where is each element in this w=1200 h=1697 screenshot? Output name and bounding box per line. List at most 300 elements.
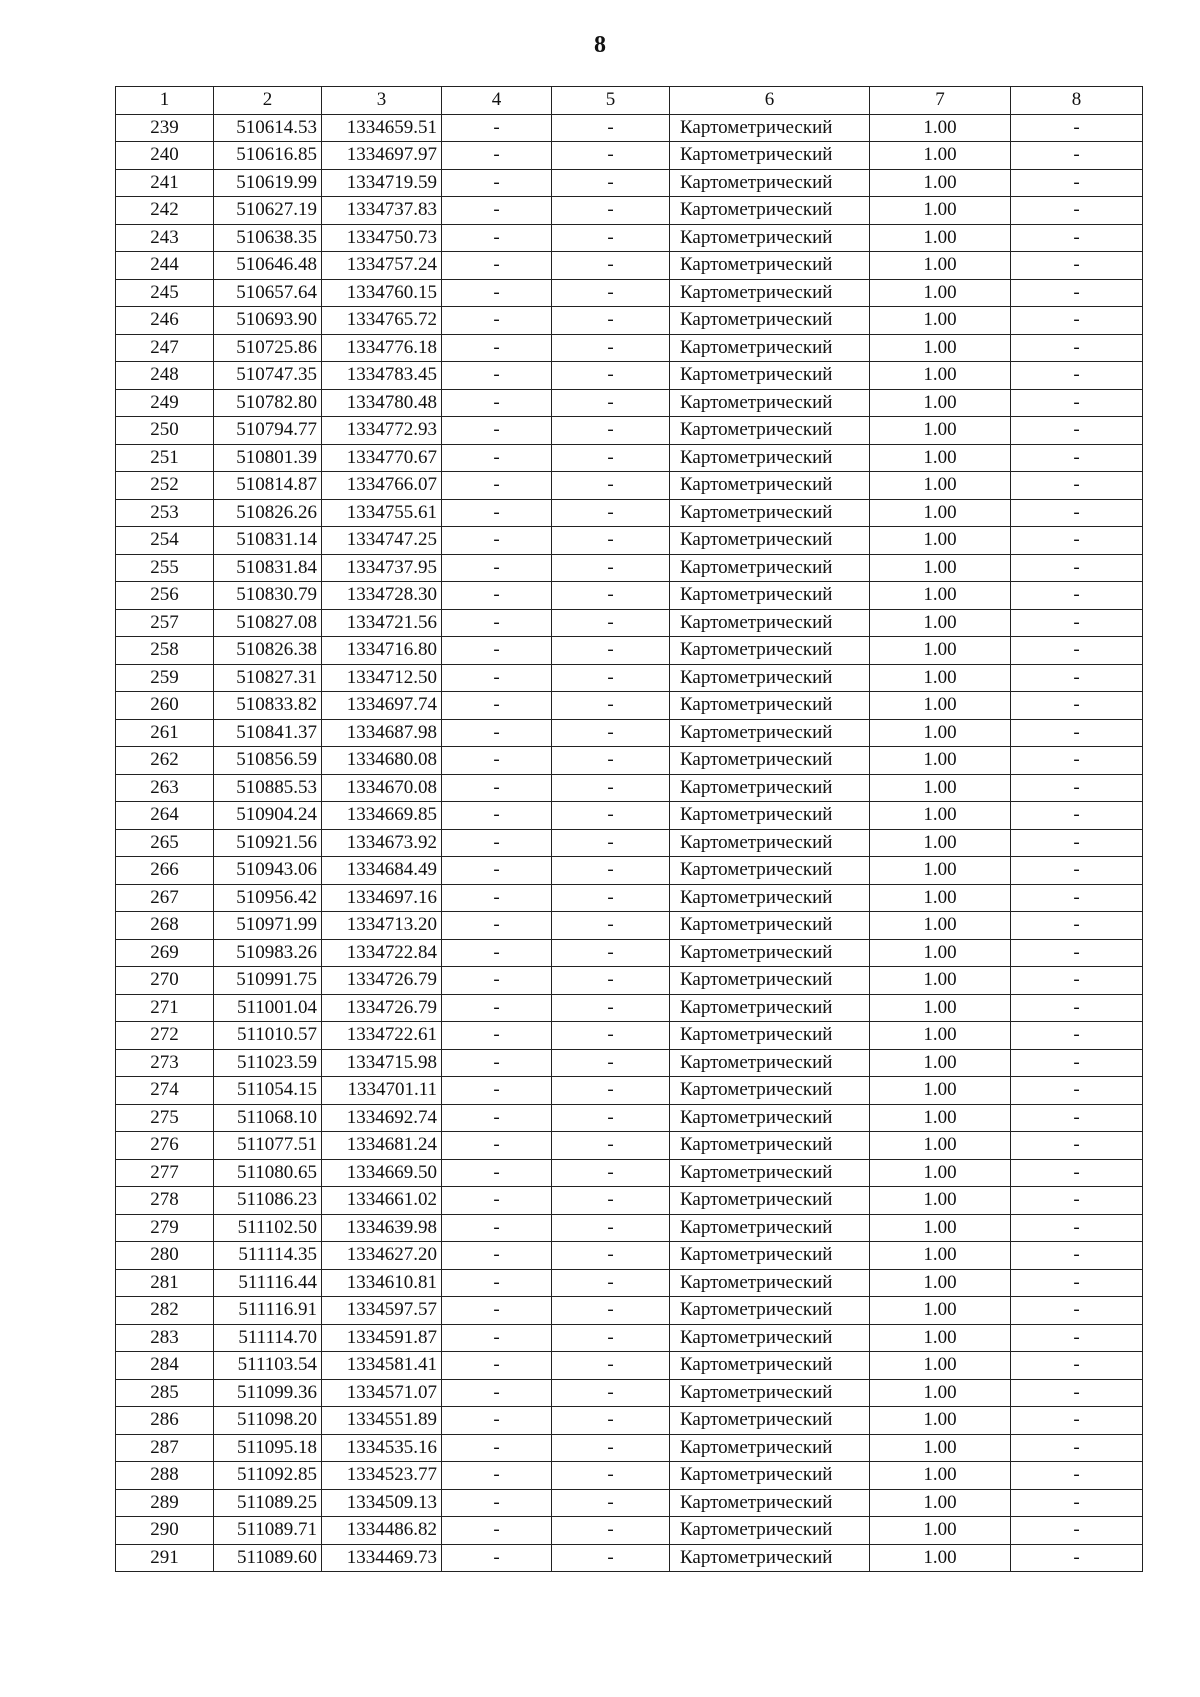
method-cell: Картометрический xyxy=(670,994,870,1022)
table-row xyxy=(116,224,1143,252)
col5-cell: - xyxy=(552,527,670,555)
col5-cell: - xyxy=(552,1462,670,1490)
y-coordinate-cell: 1334737.83 xyxy=(322,197,442,225)
y-coordinate-cell: 1334692.74 xyxy=(322,1104,442,1132)
col5-cell: - xyxy=(552,279,670,307)
col8-cell: - xyxy=(1011,1379,1143,1407)
precision-cell: 1.00 xyxy=(870,1049,1011,1077)
method-cell: Картометрический xyxy=(670,169,870,197)
x-coordinate-cell: 510646.48 xyxy=(214,252,322,280)
col4-cell: - xyxy=(442,252,552,280)
table-row xyxy=(116,334,1143,362)
y-coordinate-cell: 1334770.67 xyxy=(322,444,442,472)
x-coordinate-cell: 511114.35 xyxy=(214,1242,322,1270)
y-coordinate-cell: 1334750.73 xyxy=(322,224,442,252)
col4-cell: - xyxy=(442,719,552,747)
method-cell: Картометрический xyxy=(670,417,870,445)
y-coordinate-cell: 1334661.02 xyxy=(322,1187,442,1215)
y-coordinate-cell: 1334591.87 xyxy=(322,1324,442,1352)
x-coordinate-cell: 510885.53 xyxy=(214,774,322,802)
column-header: 6 xyxy=(670,87,870,115)
x-coordinate-cell: 511054.15 xyxy=(214,1077,322,1105)
y-coordinate-cell: 1334780.48 xyxy=(322,389,442,417)
x-coordinate-cell: 511089.25 xyxy=(214,1489,322,1517)
point-number-cell: 248 xyxy=(116,362,214,390)
method-cell: Картометрический xyxy=(670,1214,870,1242)
col8-cell: - xyxy=(1011,719,1143,747)
method-cell: Картометрический xyxy=(670,499,870,527)
precision-cell: 1.00 xyxy=(870,967,1011,995)
point-number-cell: 283 xyxy=(116,1324,214,1352)
x-coordinate-cell: 510794.77 xyxy=(214,417,322,445)
col5-cell: - xyxy=(552,664,670,692)
point-number-cell: 272 xyxy=(116,1022,214,1050)
table-row xyxy=(116,1187,1143,1215)
col5-cell: - xyxy=(552,802,670,830)
precision-cell: 1.00 xyxy=(870,1324,1011,1352)
precision-cell: 1.00 xyxy=(870,197,1011,225)
table-row xyxy=(116,719,1143,747)
table-row xyxy=(116,362,1143,390)
x-coordinate-cell: 510725.86 xyxy=(214,334,322,362)
y-coordinate-cell: 1334610.81 xyxy=(322,1269,442,1297)
table-row xyxy=(116,1269,1143,1297)
method-cell: Картометрический xyxy=(670,637,870,665)
precision-cell: 1.00 xyxy=(870,114,1011,142)
table-row xyxy=(116,857,1143,885)
y-coordinate-cell: 1334716.80 xyxy=(322,637,442,665)
x-coordinate-cell: 511114.70 xyxy=(214,1324,322,1352)
y-coordinate-cell: 1334713.20 xyxy=(322,912,442,940)
precision-cell: 1.00 xyxy=(870,1214,1011,1242)
col8-cell: - xyxy=(1011,1462,1143,1490)
point-number-cell: 288 xyxy=(116,1462,214,1490)
col4-cell: - xyxy=(442,114,552,142)
col8-cell: - xyxy=(1011,884,1143,912)
col8-cell: - xyxy=(1011,472,1143,500)
precision-cell: 1.00 xyxy=(870,169,1011,197)
col4-cell: - xyxy=(442,444,552,472)
col8-cell: - xyxy=(1011,747,1143,775)
method-cell: Картометрический xyxy=(670,389,870,417)
col5-cell: - xyxy=(552,1077,670,1105)
y-coordinate-cell: 1334719.59 xyxy=(322,169,442,197)
table-row xyxy=(116,417,1143,445)
x-coordinate-cell: 511099.36 xyxy=(214,1379,322,1407)
col8-cell: - xyxy=(1011,1159,1143,1187)
x-coordinate-cell: 511068.10 xyxy=(214,1104,322,1132)
precision-cell: 1.00 xyxy=(870,637,1011,665)
col8-cell: - xyxy=(1011,912,1143,940)
method-cell: Картометрический xyxy=(670,609,870,637)
method-cell: Картометрический xyxy=(670,362,870,390)
y-coordinate-cell: 1334523.77 xyxy=(322,1462,442,1490)
precision-cell: 1.00 xyxy=(870,692,1011,720)
y-coordinate-cell: 1334535.16 xyxy=(322,1434,442,1462)
col5-cell: - xyxy=(552,1407,670,1435)
col5-cell: - xyxy=(552,1434,670,1462)
precision-cell: 1.00 xyxy=(870,527,1011,555)
col4-cell: - xyxy=(442,829,552,857)
precision-cell: 1.00 xyxy=(870,1434,1011,1462)
col4-cell: - xyxy=(442,802,552,830)
y-coordinate-cell: 1334486.82 xyxy=(322,1517,442,1545)
point-number-cell: 282 xyxy=(116,1297,214,1325)
precision-cell: 1.00 xyxy=(870,884,1011,912)
col8-cell: - xyxy=(1011,582,1143,610)
point-number-cell: 251 xyxy=(116,444,214,472)
point-number-cell: 250 xyxy=(116,417,214,445)
precision-cell: 1.00 xyxy=(870,1269,1011,1297)
y-coordinate-cell: 1334659.51 xyxy=(322,114,442,142)
precision-cell: 1.00 xyxy=(870,1352,1011,1380)
y-coordinate-cell: 1334681.24 xyxy=(322,1132,442,1160)
column-header: 8 xyxy=(1011,87,1143,115)
col8-cell: - xyxy=(1011,692,1143,720)
column-header: 5 xyxy=(552,87,670,115)
precision-cell: 1.00 xyxy=(870,444,1011,472)
col8-cell: - xyxy=(1011,197,1143,225)
method-cell: Картометрический xyxy=(670,1489,870,1517)
table-row xyxy=(116,1352,1143,1380)
point-number-cell: 263 xyxy=(116,774,214,802)
table-row xyxy=(116,1132,1143,1160)
table-row xyxy=(116,1407,1143,1435)
col4-cell: - xyxy=(442,884,552,912)
header-row xyxy=(116,87,1143,115)
col4-cell: - xyxy=(442,994,552,1022)
y-coordinate-cell: 1334597.57 xyxy=(322,1297,442,1325)
table-row xyxy=(116,802,1143,830)
col5-cell: - xyxy=(552,1517,670,1545)
precision-cell: 1.00 xyxy=(870,334,1011,362)
x-coordinate-cell: 510831.84 xyxy=(214,554,322,582)
precision-cell: 1.00 xyxy=(870,389,1011,417)
point-number-cell: 280 xyxy=(116,1242,214,1270)
col4-cell: - xyxy=(442,1379,552,1407)
col5-cell: - xyxy=(552,857,670,885)
col5-cell: - xyxy=(552,884,670,912)
col5-cell: - xyxy=(552,499,670,527)
point-number-cell: 275 xyxy=(116,1104,214,1132)
method-cell: Картометрический xyxy=(670,1407,870,1435)
method-cell: Картометрический xyxy=(670,444,870,472)
x-coordinate-cell: 511102.50 xyxy=(214,1214,322,1242)
col5-cell: - xyxy=(552,114,670,142)
col8-cell: - xyxy=(1011,637,1143,665)
x-coordinate-cell: 511095.18 xyxy=(214,1434,322,1462)
table-row xyxy=(116,1297,1143,1325)
col4-cell: - xyxy=(442,389,552,417)
y-coordinate-cell: 1334687.98 xyxy=(322,719,442,747)
table-row xyxy=(116,774,1143,802)
y-coordinate-cell: 1334737.95 xyxy=(322,554,442,582)
table-row xyxy=(116,829,1143,857)
col5-cell: - xyxy=(552,142,670,170)
col8-cell: - xyxy=(1011,774,1143,802)
col8-cell: - xyxy=(1011,334,1143,362)
col4-cell: - xyxy=(442,1352,552,1380)
col8-cell: - xyxy=(1011,1489,1143,1517)
precision-cell: 1.00 xyxy=(870,747,1011,775)
point-number-cell: 242 xyxy=(116,197,214,225)
y-coordinate-cell: 1334670.08 xyxy=(322,774,442,802)
method-cell: Картометрический xyxy=(670,1269,870,1297)
y-coordinate-cell: 1334639.98 xyxy=(322,1214,442,1242)
x-coordinate-cell: 510614.53 xyxy=(214,114,322,142)
y-coordinate-cell: 1334755.61 xyxy=(322,499,442,527)
col5-cell: - xyxy=(552,169,670,197)
y-coordinate-cell: 1334551.89 xyxy=(322,1407,442,1435)
y-coordinate-cell: 1334697.74 xyxy=(322,692,442,720)
x-coordinate-cell: 510657.64 xyxy=(214,279,322,307)
col4-cell: - xyxy=(442,912,552,940)
col8-cell: - xyxy=(1011,1352,1143,1380)
point-number-cell: 241 xyxy=(116,169,214,197)
col5-cell: - xyxy=(552,1379,670,1407)
method-cell: Картометрический xyxy=(670,554,870,582)
method-cell: Картометрический xyxy=(670,884,870,912)
col8-cell: - xyxy=(1011,142,1143,170)
col8-cell: - xyxy=(1011,1077,1143,1105)
table-row xyxy=(116,1049,1143,1077)
x-coordinate-cell: 510826.26 xyxy=(214,499,322,527)
x-coordinate-cell: 510830.79 xyxy=(214,582,322,610)
table-row xyxy=(116,252,1143,280)
col8-cell: - xyxy=(1011,307,1143,335)
col4-cell: - xyxy=(442,774,552,802)
point-number-cell: 244 xyxy=(116,252,214,280)
col8-cell: - xyxy=(1011,499,1143,527)
x-coordinate-cell: 510619.99 xyxy=(214,169,322,197)
col8-cell: - xyxy=(1011,994,1143,1022)
point-number-cell: 256 xyxy=(116,582,214,610)
col5-cell: - xyxy=(552,444,670,472)
y-coordinate-cell: 1334760.15 xyxy=(322,279,442,307)
col4-cell: - xyxy=(442,1434,552,1462)
table-row xyxy=(116,609,1143,637)
col4-cell: - xyxy=(442,307,552,335)
method-cell: Картометрический xyxy=(670,114,870,142)
x-coordinate-cell: 511089.60 xyxy=(214,1544,322,1572)
method-cell: Картометрический xyxy=(670,1022,870,1050)
table-row xyxy=(116,554,1143,582)
col8-cell: - xyxy=(1011,527,1143,555)
col8-cell: - xyxy=(1011,967,1143,995)
point-number-cell: 257 xyxy=(116,609,214,637)
col8-cell: - xyxy=(1011,1324,1143,1352)
method-cell: Картометрический xyxy=(670,692,870,720)
y-coordinate-cell: 1334673.92 xyxy=(322,829,442,857)
column-header: 7 xyxy=(870,87,1011,115)
point-number-cell: 247 xyxy=(116,334,214,362)
col8-cell: - xyxy=(1011,417,1143,445)
method-cell: Картометрический xyxy=(670,1187,870,1215)
col4-cell: - xyxy=(442,527,552,555)
col8-cell: - xyxy=(1011,1544,1143,1572)
method-cell: Картометрический xyxy=(670,197,870,225)
point-number-cell: 290 xyxy=(116,1517,214,1545)
col5-cell: - xyxy=(552,1187,670,1215)
method-cell: Картометрический xyxy=(670,1352,870,1380)
y-coordinate-cell: 1334697.97 xyxy=(322,142,442,170)
method-cell: Картометрический xyxy=(670,1049,870,1077)
point-number-cell: 245 xyxy=(116,279,214,307)
col4-cell: - xyxy=(442,1104,552,1132)
precision-cell: 1.00 xyxy=(870,1462,1011,1490)
point-number-cell: 254 xyxy=(116,527,214,555)
table-row xyxy=(116,939,1143,967)
method-cell: Картометрический xyxy=(670,1517,870,1545)
col4-cell: - xyxy=(442,279,552,307)
col8-cell: - xyxy=(1011,664,1143,692)
table-row xyxy=(116,472,1143,500)
y-coordinate-cell: 1334571.07 xyxy=(322,1379,442,1407)
precision-cell: 1.00 xyxy=(870,1242,1011,1270)
col4-cell: - xyxy=(442,637,552,665)
col8-cell: - xyxy=(1011,1407,1143,1435)
col5-cell: - xyxy=(552,1242,670,1270)
table-row xyxy=(116,499,1143,527)
table-row xyxy=(116,1159,1143,1187)
col5-cell: - xyxy=(552,1214,670,1242)
col4-cell: - xyxy=(442,747,552,775)
y-coordinate-cell: 1334726.79 xyxy=(322,994,442,1022)
precision-cell: 1.00 xyxy=(870,664,1011,692)
method-cell: Картометрический xyxy=(670,1297,870,1325)
y-coordinate-cell: 1334722.84 xyxy=(322,939,442,967)
method-cell: Картометрический xyxy=(670,582,870,610)
col4-cell: - xyxy=(442,499,552,527)
col5-cell: - xyxy=(552,967,670,995)
y-coordinate-cell: 1334765.72 xyxy=(322,307,442,335)
precision-cell: 1.00 xyxy=(870,1187,1011,1215)
table-row xyxy=(116,1242,1143,1270)
method-cell: Картометрический xyxy=(670,1159,870,1187)
x-coordinate-cell: 510983.26 xyxy=(214,939,322,967)
precision-cell: 1.00 xyxy=(870,1489,1011,1517)
col4-cell: - xyxy=(442,967,552,995)
table-row xyxy=(116,197,1143,225)
col4-cell: - xyxy=(442,1077,552,1105)
x-coordinate-cell: 510782.80 xyxy=(214,389,322,417)
method-cell: Картометрический xyxy=(670,967,870,995)
x-coordinate-cell: 511116.44 xyxy=(214,1269,322,1297)
precision-cell: 1.00 xyxy=(870,912,1011,940)
col4-cell: - xyxy=(442,1132,552,1160)
col5-cell: - xyxy=(552,1104,670,1132)
y-coordinate-cell: 1334697.16 xyxy=(322,884,442,912)
x-coordinate-cell: 510827.31 xyxy=(214,664,322,692)
col5-cell: - xyxy=(552,1489,670,1517)
col8-cell: - xyxy=(1011,1187,1143,1215)
table-row xyxy=(116,1489,1143,1517)
column-header: 2 xyxy=(214,87,322,115)
table-row xyxy=(116,1022,1143,1050)
col8-cell: - xyxy=(1011,362,1143,390)
method-cell: Картометрический xyxy=(670,747,870,775)
method-cell: Картометрический xyxy=(670,1104,870,1132)
y-coordinate-cell: 1334726.79 xyxy=(322,967,442,995)
point-number-cell: 279 xyxy=(116,1214,214,1242)
method-cell: Картометрический xyxy=(670,664,870,692)
col5-cell: - xyxy=(552,224,670,252)
point-number-cell: 268 xyxy=(116,912,214,940)
precision-cell: 1.00 xyxy=(870,719,1011,747)
table-row xyxy=(116,1214,1143,1242)
y-coordinate-cell: 1334776.18 xyxy=(322,334,442,362)
col4-cell: - xyxy=(442,582,552,610)
precision-cell: 1.00 xyxy=(870,252,1011,280)
y-coordinate-cell: 1334469.73 xyxy=(322,1544,442,1572)
x-coordinate-cell: 510856.59 xyxy=(214,747,322,775)
column-header: 1 xyxy=(116,87,214,115)
point-number-cell: 287 xyxy=(116,1434,214,1462)
y-coordinate-cell: 1334669.50 xyxy=(322,1159,442,1187)
col4-cell: - xyxy=(442,939,552,967)
col4-cell: - xyxy=(442,142,552,170)
col4-cell: - xyxy=(442,1159,552,1187)
method-cell: Картометрический xyxy=(670,719,870,747)
point-number-cell: 240 xyxy=(116,142,214,170)
point-number-cell: 289 xyxy=(116,1489,214,1517)
column-header: 4 xyxy=(442,87,552,115)
x-coordinate-cell: 510943.06 xyxy=(214,857,322,885)
col5-cell: - xyxy=(552,1132,670,1160)
x-coordinate-cell: 510921.56 xyxy=(214,829,322,857)
x-coordinate-cell: 511023.59 xyxy=(214,1049,322,1077)
table-row xyxy=(116,1077,1143,1105)
table-row xyxy=(116,1544,1143,1572)
col4-cell: - xyxy=(442,1049,552,1077)
x-coordinate-cell: 510991.75 xyxy=(214,967,322,995)
col4-cell: - xyxy=(442,1022,552,1050)
precision-cell: 1.00 xyxy=(870,609,1011,637)
col5-cell: - xyxy=(552,1324,670,1352)
col4-cell: - xyxy=(442,664,552,692)
precision-cell: 1.00 xyxy=(870,1104,1011,1132)
col4-cell: - xyxy=(442,1462,552,1490)
y-coordinate-cell: 1334772.93 xyxy=(322,417,442,445)
x-coordinate-cell: 510747.35 xyxy=(214,362,322,390)
x-coordinate-cell: 510833.82 xyxy=(214,692,322,720)
col5-cell: - xyxy=(552,774,670,802)
x-coordinate-cell: 510627.19 xyxy=(214,197,322,225)
precision-cell: 1.00 xyxy=(870,1544,1011,1572)
table-row xyxy=(116,994,1143,1022)
col8-cell: - xyxy=(1011,1104,1143,1132)
precision-cell: 1.00 xyxy=(870,417,1011,445)
y-coordinate-cell: 1334766.07 xyxy=(322,472,442,500)
precision-cell: 1.00 xyxy=(870,829,1011,857)
y-coordinate-cell: 1334627.20 xyxy=(322,1242,442,1270)
x-coordinate-cell: 510638.35 xyxy=(214,224,322,252)
x-coordinate-cell: 511092.85 xyxy=(214,1462,322,1490)
precision-cell: 1.00 xyxy=(870,224,1011,252)
col5-cell: - xyxy=(552,637,670,665)
point-number-cell: 253 xyxy=(116,499,214,527)
x-coordinate-cell: 510693.90 xyxy=(214,307,322,335)
col5-cell: - xyxy=(552,362,670,390)
table-row xyxy=(116,912,1143,940)
col5-cell: - xyxy=(552,1269,670,1297)
point-number-cell: 260 xyxy=(116,692,214,720)
col4-cell: - xyxy=(442,554,552,582)
col4-cell: - xyxy=(442,1187,552,1215)
col5-cell: - xyxy=(552,1352,670,1380)
point-number-cell: 265 xyxy=(116,829,214,857)
col8-cell: - xyxy=(1011,829,1143,857)
